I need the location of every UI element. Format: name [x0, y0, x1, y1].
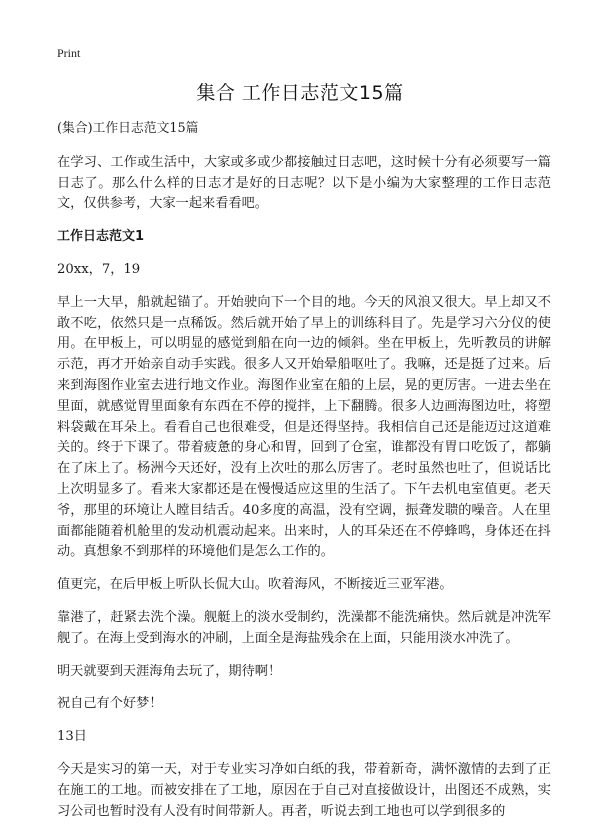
body-paragraph: 早上一大早，船就起锚了。开始驶向下一个目的地。今天的风浪又很大。早上却又不敢不吃，依然只是一点稀饭。然后就开始了早上的训练科目了。先是学习六分仪的使用。在甲板上，可以明显的感觉到船在向一边的倾斜。坐在甲板上，先听教员的讲解示范，再才开始亲自动手实践。很多人又开始晕船呕吐了。我嘛，还是挺了过来。后来到海图作业室去进行地文作业。海图作业室在船的上层，晃的更厉害。一进去坐在里面，就感觉胃里面象有东西在不停的搅拌，上下翻腾。很多人边画海图边吐，将塑料袋戴在耳朵上。看看自己也很难受，但是还得坚持。我相信自己还是能迈过这道难关的。终于下课了。带着疲惫的身心和胃，回到了仓室，谁都没有胃口吃饭了，都躺在了床上了。杨洲今天还好，没有上次吐的那么厉害了。老时虽然也吐了，但说话比上次明显多了。看来大家都还是在慢慢适应这里的生活了。下午去机电室值更。老天爷，那里的环境让人瞠目结舌。40多度的高温，没有空调，振聋发聩的噪音。人在里面都能随着机舱里的发动机震动起来。出来时，人的耳朵还在不停蜂鸣，身体还在抖动。真想象不到那样的环境他们是怎么工作的。 — [57, 294, 551, 560]
entry-date: 20xx，7，19 — [57, 261, 141, 277]
body-paragraph: 值更完，在后甲板上听队长侃大山。吹着海风，不断接近三亚军港。 — [57, 577, 453, 593]
body-paragraph: 祝自己有个好梦！ — [57, 696, 163, 712]
print-label: Print — [57, 46, 81, 60]
body-paragraph: 明天就要到天涯海角去玩了，期待啊！ — [57, 663, 282, 679]
document-body — [57, 119, 551, 822]
body-paragraph: 今天是实习的第一天，对于专业实习净如白纸的我，带着新奇，满怀激情的去到了正在施工的工地。而被安排在了工地，原因在于自己对直接做设计，出图还不成熟，实习公司也暂时没有人没有时间带新人。再者，听说去到工地也可以学到很多的 — [57, 761, 551, 819]
intro-paragraph: 在学习、工作或生活中，大家或多或少都接触过日志吧，这时候十分有必须要写一篇日志了。那么什么样的日志才是好的日志呢？以下是小编为大家整理的工作日志范文，仅供参考，大家一起来看看吧。 — [57, 154, 551, 212]
body-paragraph: 靠港了，赶紧去洗个澡。舰艇上的淡水受制约，洗澡都不能洗痛快。然后就是冲洗军舰了。在海上受到海水的冲刷，上面全是海盐残余在上面，只能用淡水冲洗了。 — [57, 609, 551, 646]
page-title: 集合 工作日志范文15篇 — [196, 82, 404, 104]
document-subtitle: (集合)工作日志范文15篇 — [57, 121, 199, 136]
entry-date: 13日 — [57, 729, 87, 745]
section-heading: 工作日志范文1 — [57, 229, 145, 245]
